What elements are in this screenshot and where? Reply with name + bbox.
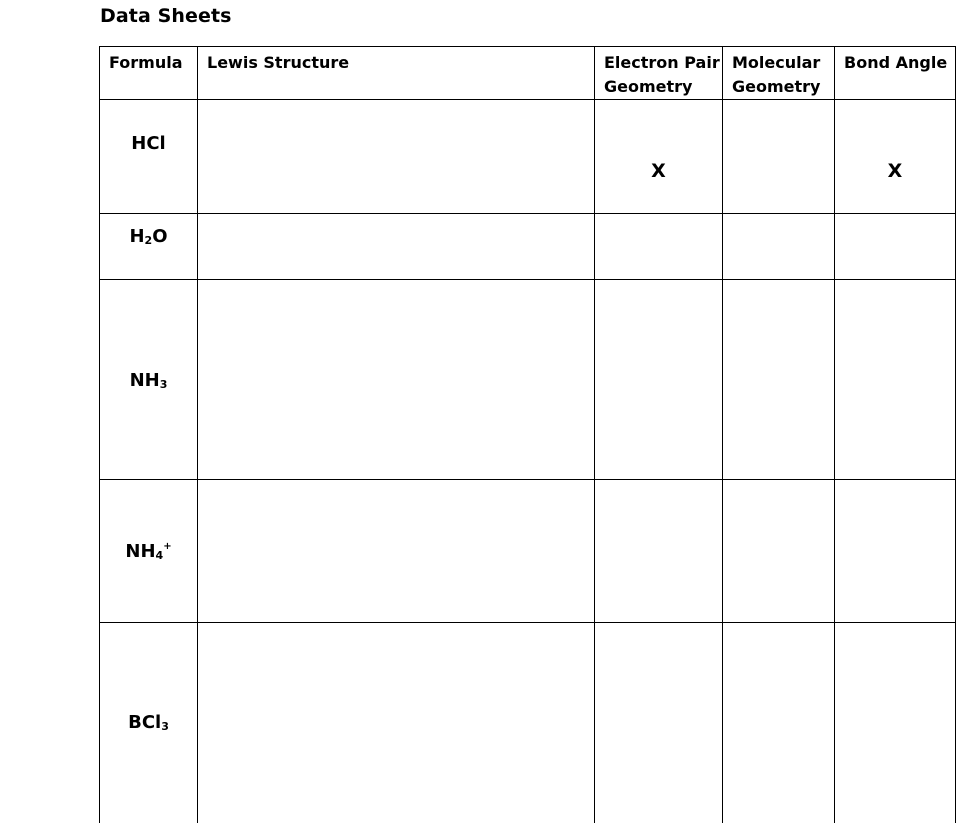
formula-text <box>125 541 171 562</box>
formula-subscript: 4 <box>155 549 164 562</box>
formula-tail: O <box>152 226 168 247</box>
formula-cell <box>100 480 198 623</box>
formula-charge: + <box>163 541 172 552</box>
lewis-structure-cell[interactable] <box>198 480 595 623</box>
molecular-geometry-cell[interactable] <box>723 280 835 480</box>
lewis-structure-cell[interactable] <box>198 280 595 480</box>
formula-cell <box>100 214 198 280</box>
electron-pair-geometry-cell[interactable] <box>595 280 723 480</box>
header-row <box>100 47 956 100</box>
formula-text <box>131 133 165 154</box>
formula-text <box>130 370 168 391</box>
bond-angle-cell[interactable] <box>835 280 956 480</box>
bond-angle-cell[interactable] <box>835 100 956 214</box>
formula-base: NH <box>129 370 160 391</box>
table-row <box>100 480 956 623</box>
formula-cell <box>100 623 198 823</box>
data-sheet-table <box>99 46 956 823</box>
formula-base: HCl <box>131 133 166 154</box>
table-row <box>100 100 956 214</box>
table-row <box>100 623 956 823</box>
header-formula: Formula <box>100 47 198 100</box>
electron-pair-geometry-cell[interactable] <box>595 480 723 623</box>
formula-cell <box>100 100 198 214</box>
header-bond-angle: Bond Angle <box>835 47 956 100</box>
electron-pair-geometry-cell[interactable] <box>595 100 723 214</box>
table-row <box>100 214 956 280</box>
lewis-structure-cell[interactable] <box>198 623 595 823</box>
bond-angle-mark: X <box>887 160 903 182</box>
formula-subscript: 3 <box>159 378 168 391</box>
bond-angle-cell[interactable] <box>835 623 956 823</box>
electron-pair-geometry-cell[interactable] <box>595 623 723 823</box>
lewis-structure-cell[interactable] <box>198 214 595 280</box>
bond-angle-cell[interactable] <box>835 214 956 280</box>
formula-text <box>128 712 169 733</box>
header-lewis-structure: Lewis Structure <box>198 47 595 100</box>
formula-subscript: 3 <box>161 720 169 733</box>
formula-text <box>129 226 167 247</box>
formula-subscript: 2 <box>144 234 153 247</box>
molecular-geometry-cell[interactable] <box>723 623 835 823</box>
header-molecular-line2: Geometry <box>732 77 821 96</box>
electron-pair-mark: X <box>651 160 666 182</box>
header-electron-pair-line1: Electron Pair <box>604 53 720 72</box>
lewis-structure-cell[interactable] <box>198 100 595 214</box>
molecular-geometry-cell[interactable] <box>723 100 835 214</box>
formula-cell <box>100 280 198 480</box>
formula-base: H <box>129 226 145 247</box>
table-row <box>100 280 956 480</box>
molecular-geometry-cell[interactable] <box>723 480 835 623</box>
molecular-geometry-cell[interactable] <box>723 214 835 280</box>
header-electron-pair-geometry <box>595 47 723 100</box>
bond-angle-cell[interactable] <box>835 480 956 623</box>
header-molecular-geometry <box>723 47 835 100</box>
header-electron-pair-line2: Geometry <box>604 77 693 96</box>
header-molecular-line1: Molecular <box>732 53 821 72</box>
formula-base: BCl <box>128 712 162 733</box>
page-heading: Data Sheets <box>100 5 232 27</box>
formula-base: NH <box>125 541 156 562</box>
electron-pair-geometry-cell[interactable] <box>595 214 723 280</box>
